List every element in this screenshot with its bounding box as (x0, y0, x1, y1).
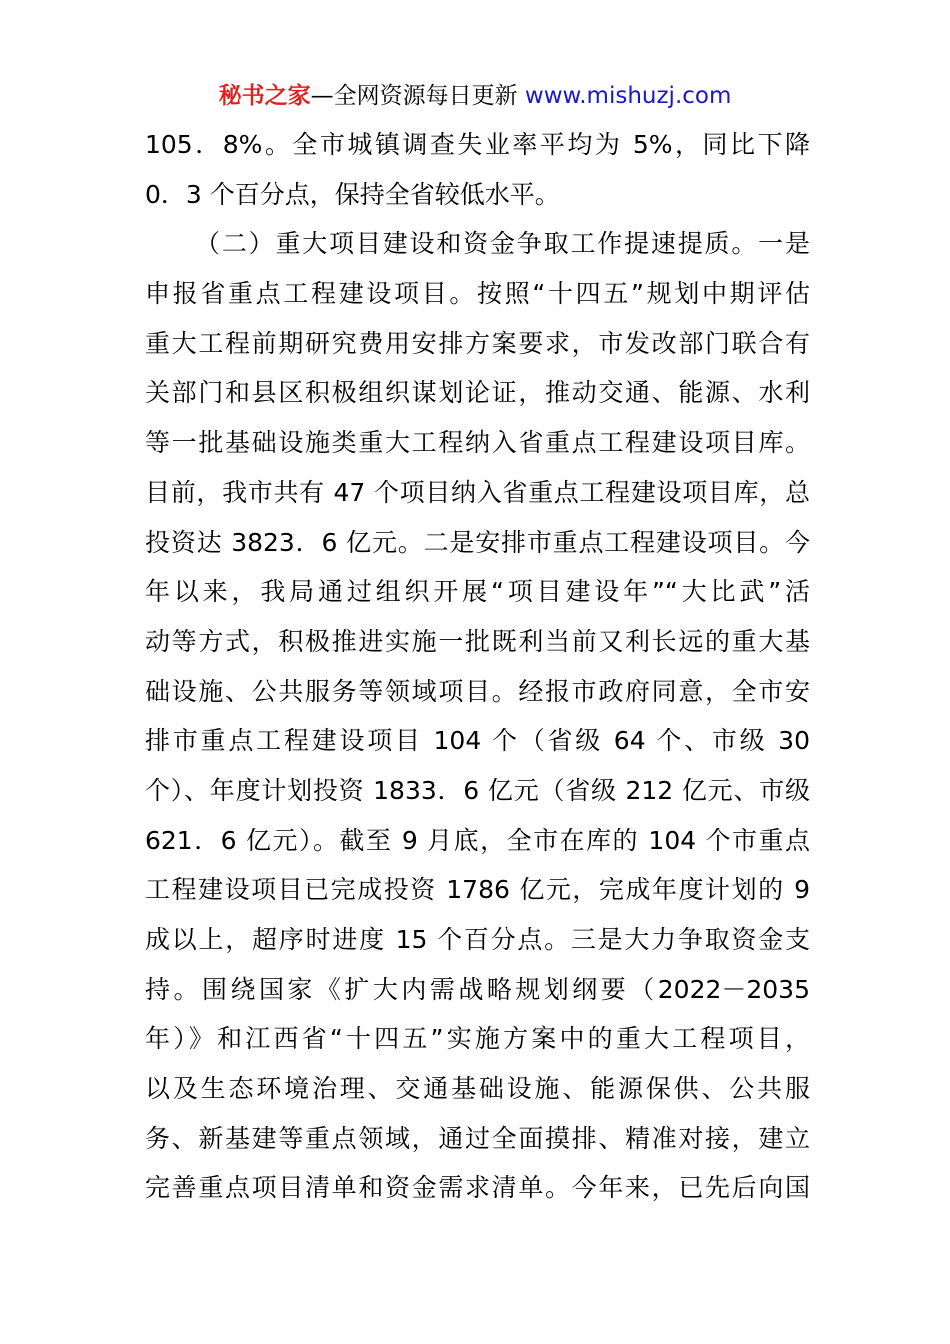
text-line: 重大工程前期研究费用安排方案要求，市发改部门联合有 (145, 328, 810, 358)
text-line: 目前，我市共有 47 个项目纳入省重点工程建设项目库，总 (145, 477, 810, 507)
text-line: 动等方式，积极推进实施一批既利当前又利长远的重大基 (145, 626, 810, 656)
text-line: 持。围绕国家《扩大内需战略规划纲要（2022－2035 (145, 974, 810, 1004)
text-line: 0．3 个百分点，保持全省较低水平。 (145, 179, 560, 209)
page-header (0, 80, 950, 112)
document-body (145, 120, 810, 1213)
text-line: 105．8%。全市城镇调查失业率平均为 5%，同比下降 (145, 130, 810, 159)
text-line: 排市重点工程建设项目 104 个（省级 64 个、市级 30 (145, 726, 810, 756)
site-tagline: —全网资源每日更新 (310, 83, 518, 109)
text-line: 投资达 3823．6 亿元。二是安排市重点工程建设项目。今 (145, 527, 810, 557)
text-line: 年以来，我局通过组织开展“项目建设年”“大比武”活 (145, 577, 810, 607)
text-line: 关部门和县区积极组织谋划论证，推动交通、能源、水利 (145, 378, 810, 408)
site-url[interactable]: www.mishuzj.com (524, 83, 732, 109)
text-line: 621．6 亿元）。截至 9 月底，全市在库的 104 个市重点 (145, 825, 810, 855)
text-line: 等一批基础设施类重大工程纳入省重点工程建设项目库。 (145, 428, 810, 458)
text-line: 年）》和江西省“十四五”实施方案中的重大工程项目， (145, 1024, 810, 1054)
paragraph-start-line: （二）重大项目建设和资金争取工作提速提质。一是 (195, 229, 810, 259)
text-line: 础设施、公共服务等领域项目。经报市政府同意，全市安 (145, 676, 810, 706)
text-line: 完善重点项目清单和资金需求清单。今年来，已先后向国 (145, 1173, 810, 1203)
text-line: 成以上，超序时进度 15 个百分点。三是大力争取资金支 (145, 925, 810, 954)
text-line: 个）、年度计划投资 1833．6 亿元（省级 212 亿元、市级 (145, 775, 810, 805)
text-line: 以及生态环境治理、交通基础设施、能源保供、公共服 (145, 1074, 810, 1104)
text-line: 工程建设项目已完成投资 1786 亿元，完成年度计划的 9 (145, 875, 810, 905)
site-brand: 秘书之家 (218, 83, 311, 109)
text-line: 申报省重点工程建设项目。按照“十四五”规划中期评估 (145, 279, 810, 309)
text-line: 务、新基建等重点领域，通过全面摸排、精准对接，建立 (145, 1123, 810, 1153)
